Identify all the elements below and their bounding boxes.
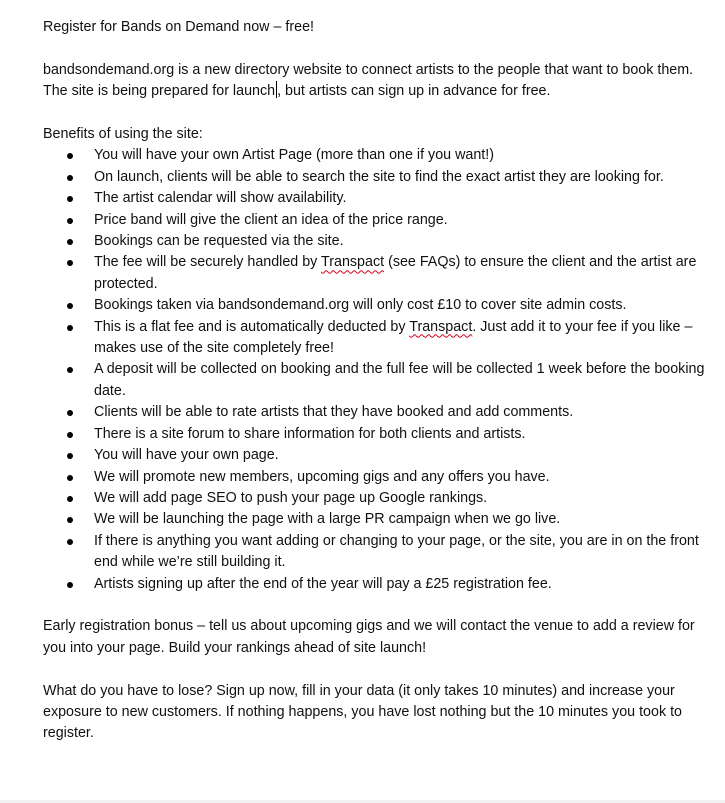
- list-item: Price band will give the client an idea of the price range.: [94, 210, 713, 231]
- closing-paragraph: What do you have to lose? Sign up now, fill in your data (it only takes 10 minutes) and increase your exposure to new customers. If nothing happens, you have lost nothing but the 10 minutes you took to register.: [43, 682, 682, 742]
- list-item-text: (see FAQs) to ensure the client and the artist are protected.: [94, 254, 697, 292]
- list-item: You will have your own page.: [94, 445, 713, 466]
- benefits-list: [43, 145, 713, 595]
- spellcheck-flagged-word[interactable]: Transpact: [321, 254, 385, 271]
- list-item: We will promote new members, upcoming gigs and any offers you have.: [94, 467, 713, 488]
- list-item: Clients will be able to rate artists that they have booked and add comments.: [94, 402, 713, 423]
- list-item: Bookings can be requested via the site.: [94, 231, 713, 252]
- list-item-text: This is a flat fee and is automatically deducted by: [94, 318, 410, 335]
- list-item: On launch, clients will be able to search the site to find the exact artist they are looking for.: [94, 167, 713, 188]
- list-item: [94, 317, 713, 360]
- list-item-text: The fee will be securely handled by: [94, 254, 322, 271]
- list-item-text: . Just add it to your fee if you like – makes use of the site completely free!: [94, 318, 693, 357]
- list-item: The artist calendar will show availability.: [94, 188, 713, 209]
- list-item: We will be launching the page with a large PR campaign when we go live.: [94, 509, 713, 530]
- document-heading: Register for Bands on Demand now – free!: [43, 19, 314, 35]
- intro-text-before-cursor: The site is being prepared for launch: [43, 83, 276, 100]
- list-item: There is a site forum to share information for both clients and artists.: [94, 424, 713, 445]
- blank-line: [43, 595, 713, 616]
- blank-line: [43, 38, 713, 59]
- document-page[interactable]: [43, 0, 713, 745]
- list-item: Bookings taken via bandsondemand.org will only cost £10 to cover site admin costs.: [94, 295, 713, 316]
- list-item: Artists signing up after the end of the year will pay a £25 registration fee.: [94, 574, 713, 595]
- intro-paragraph-1: bandsondemand.org is a new directory website to connect artists to the people that want to book them.: [43, 61, 694, 78]
- bonus-paragraph: Early registration bonus – tell us about upcoming gigs and we will contact the venue to add a review for you into your page. Build your rankings ahead of site launch!: [43, 618, 695, 656]
- list-item: [94, 252, 713, 295]
- list-item: If there is anything you want adding or changing to your page, or the site, you are in on the front end while we’re still building it.: [94, 531, 713, 574]
- benefits-title: Benefits of using the site:: [43, 126, 203, 142]
- spellcheck-flagged-word[interactable]: Transpact: [409, 318, 473, 335]
- intro-paragraph-2: [43, 81, 713, 102]
- intro-text-after-cursor: , but artists can sign up in advance for free.: [277, 83, 551, 100]
- list-item: You will have your own Artist Page (more than one if you want!): [94, 145, 713, 166]
- blank-line: [43, 659, 713, 680]
- list-item: We will add page SEO to push your page up Google rankings.: [94, 488, 713, 509]
- blank-line: [43, 103, 713, 124]
- list-item: A deposit will be collected on booking and the full fee will be collected 1 week before the booking date.: [94, 359, 713, 402]
